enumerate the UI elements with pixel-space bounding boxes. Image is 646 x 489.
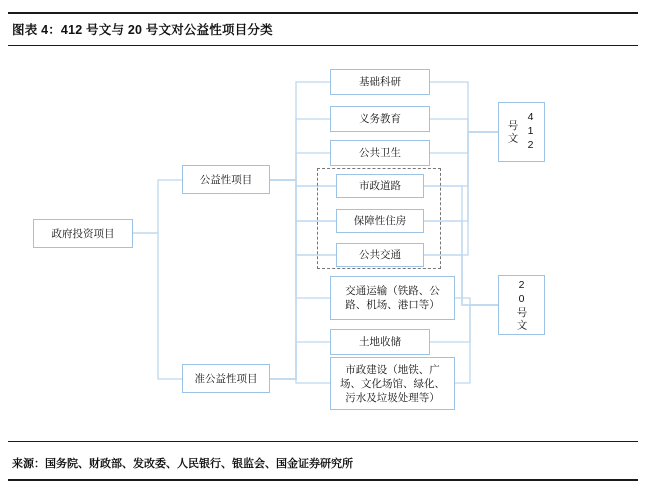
title-rule (8, 45, 638, 46)
node-item-basic-research[interactable]: 基础科研 (330, 69, 430, 95)
footer-rule (8, 479, 638, 481)
node-category-quasi[interactable]: 准公益性项目 (182, 364, 270, 393)
node-item-land-reserve[interactable]: 土地收储 (330, 329, 430, 355)
wire-item1-doc412 (430, 82, 498, 132)
figure-source: 来源：国务院、财政部、发改委、人民银行、银监会、国金证券研究所 (12, 458, 353, 470)
wire-item2-doc412 (430, 119, 498, 132)
wire-item9-doc20 (455, 305, 498, 383)
wire-quasi-item6 (270, 255, 336, 379)
node-doc-20[interactable]: 20号文 (498, 275, 545, 335)
node-item-compulsory-education[interactable]: 义务教育 (330, 106, 430, 132)
wire-root-quasi (133, 233, 182, 379)
bottom-rule (8, 441, 638, 442)
figure-title: 图表 4：412 号文与 20 号文对公益性项目分类 (12, 23, 273, 37)
node-item-municipal-construction[interactable]: 市政建设（地铁、广场、文化场馆、绿化、污水及垃圾处理等） (330, 357, 455, 410)
wire-quasi-item8 (270, 342, 330, 379)
node-item-public-transport[interactable]: 公共交通 (336, 243, 424, 267)
node-item-transportation[interactable]: 交通运输（铁路、公路、机场、港口等） (330, 276, 455, 320)
node-root[interactable]: 政府投资项目 (33, 219, 133, 248)
node-item-public-health[interactable]: 公共卫生 (330, 140, 430, 166)
wire-root-public (133, 180, 182, 233)
node-item-affordable-housing[interactable]: 保障性住房 (336, 209, 424, 233)
node-category-public[interactable]: 公益性项目 (182, 165, 270, 194)
diagram-canvas (0, 47, 646, 440)
wire-item3-doc412 (430, 132, 498, 153)
node-doc-412[interactable]: 412号文 (498, 102, 545, 162)
node-item-municipal-road[interactable]: 市政道路 (336, 174, 424, 198)
wire-quasi-item9 (270, 379, 330, 383)
wire-public-item1 (270, 82, 330, 180)
top-rule (8, 12, 638, 14)
